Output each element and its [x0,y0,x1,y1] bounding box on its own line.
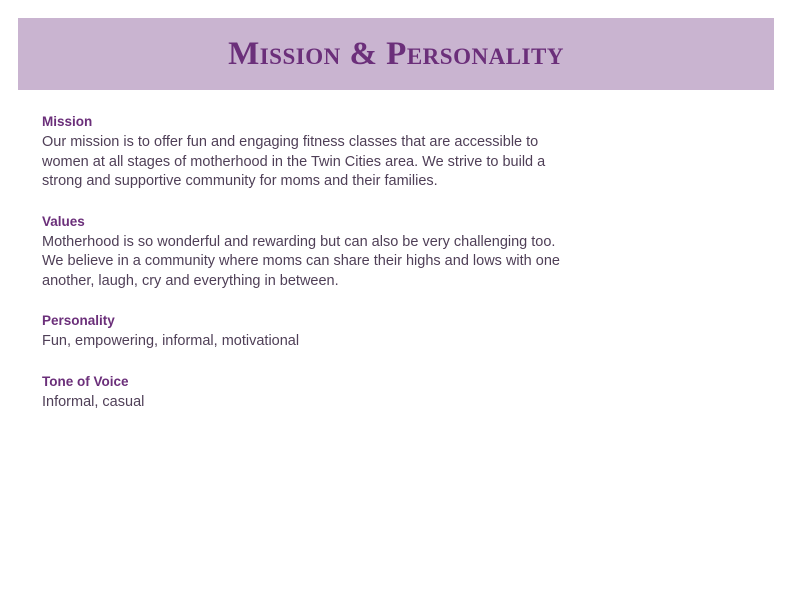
section-heading: Tone of Voice [42,373,129,389]
section-heading: Values [42,213,85,229]
section-mission [42,112,562,192]
section-body: Fun, empowering, informal, motivational [42,333,300,349]
section-body: Motherhood is so wonderful and rewarding but can also be very challenging too. We believe in a community where moms can share their highs and lows with one another, laugh, cry and everything in between. [42,233,560,289]
section-heading: Mission [42,114,93,129]
section-heading: Personality [42,313,115,328]
page-title: Mission & Personality [228,35,564,72]
title-banner [18,18,774,90]
section-values [42,212,562,292]
section-personality [42,311,562,352]
section-body: Our mission is to offer fun and engaging fitness classes that are accessible to women at all stages of motherhood in the Twin Cities area. We strive to build a strong and supportive community for moms and their families. [42,134,546,189]
content-area [42,112,562,412]
section-tone-of-voice [42,372,562,413]
section-body: Informal, casual [42,393,145,410]
